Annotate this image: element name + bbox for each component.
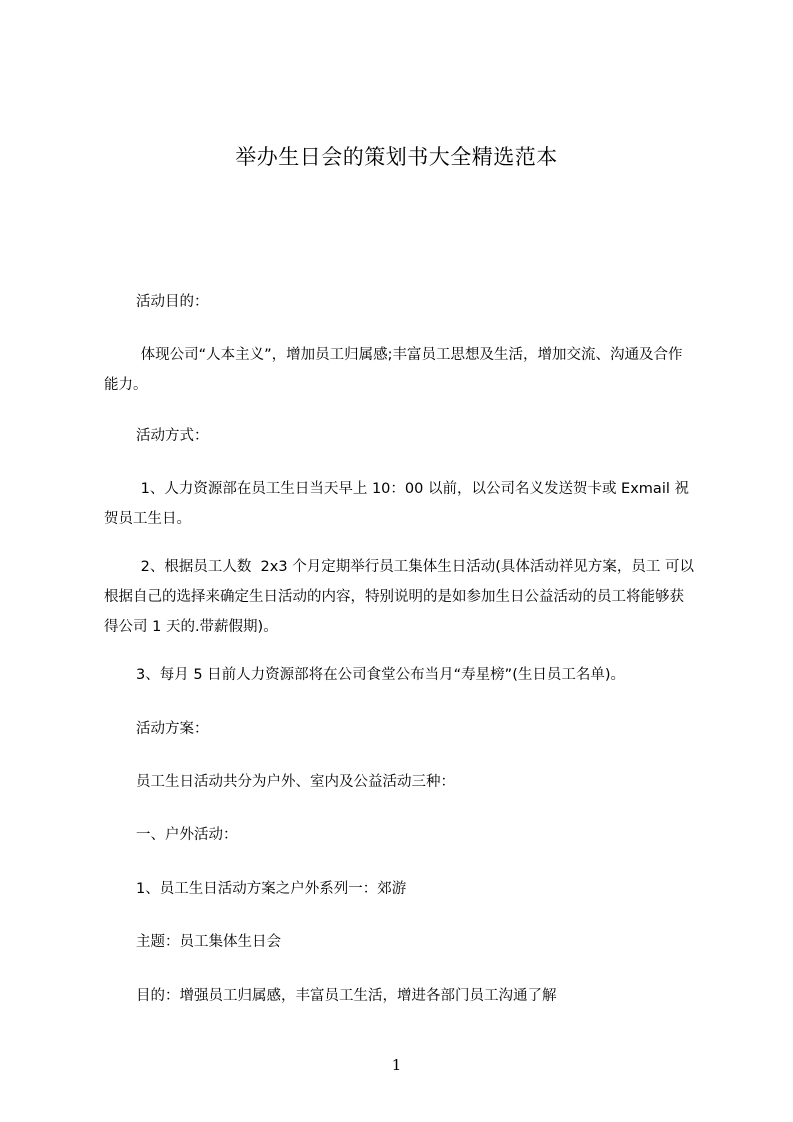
paragraph-activity-types: 员工生日活动共分为户外、室内及公益活动三种： bbox=[136, 774, 455, 790]
paragraph-goal: 目的：增强员工归属感，丰富员工生活，增进各部门员工沟通了解 bbox=[136, 988, 557, 1004]
heading-activity-plan: 活动方案： bbox=[136, 721, 209, 737]
paragraph-method-1: 1、人力资源部在员工生日当天早上 10：00 以前，以公司名义发送贺卡或 Exmail 祝贺员工生日。 bbox=[104, 481, 689, 527]
page-title: 举办生日会的策划书大全精选范本 bbox=[235, 145, 558, 169]
page-number: 1 bbox=[391, 1056, 402, 1074]
heading-activity-method: 活动方式： bbox=[136, 428, 209, 444]
paragraph-method-3: 3、每月 5 日前人力资源部将在公司食堂公布当月“寿星榜”(生日员工名单)。 bbox=[136, 667, 626, 683]
paragraph-purpose-text: 体现公司“人本主义”，增加员工归属感;丰富员工思想及生活，增加交流、沟通及合作能力。 bbox=[104, 347, 683, 393]
paragraph-theme: 主题：员工集体生日会 bbox=[136, 934, 281, 950]
paragraph-outdoor-series-1: 1、员工生日活动方案之户外系列一：郊游 bbox=[136, 881, 407, 897]
heading-activity-purpose: 活动目的： bbox=[136, 294, 209, 310]
heading-outdoor-activities: 一、户外活动： bbox=[136, 827, 238, 843]
paragraph-method-2: 2、根据员工人数 2x3 个月定期举行员工集体生日活动(具体活动祥见方案，员工 可以根据自己的选择来确定生日活动的内容，特别说明的是如参加生日公益活动的员工将能够获得公司 1 天的.带薪假期)。 bbox=[104, 559, 694, 635]
